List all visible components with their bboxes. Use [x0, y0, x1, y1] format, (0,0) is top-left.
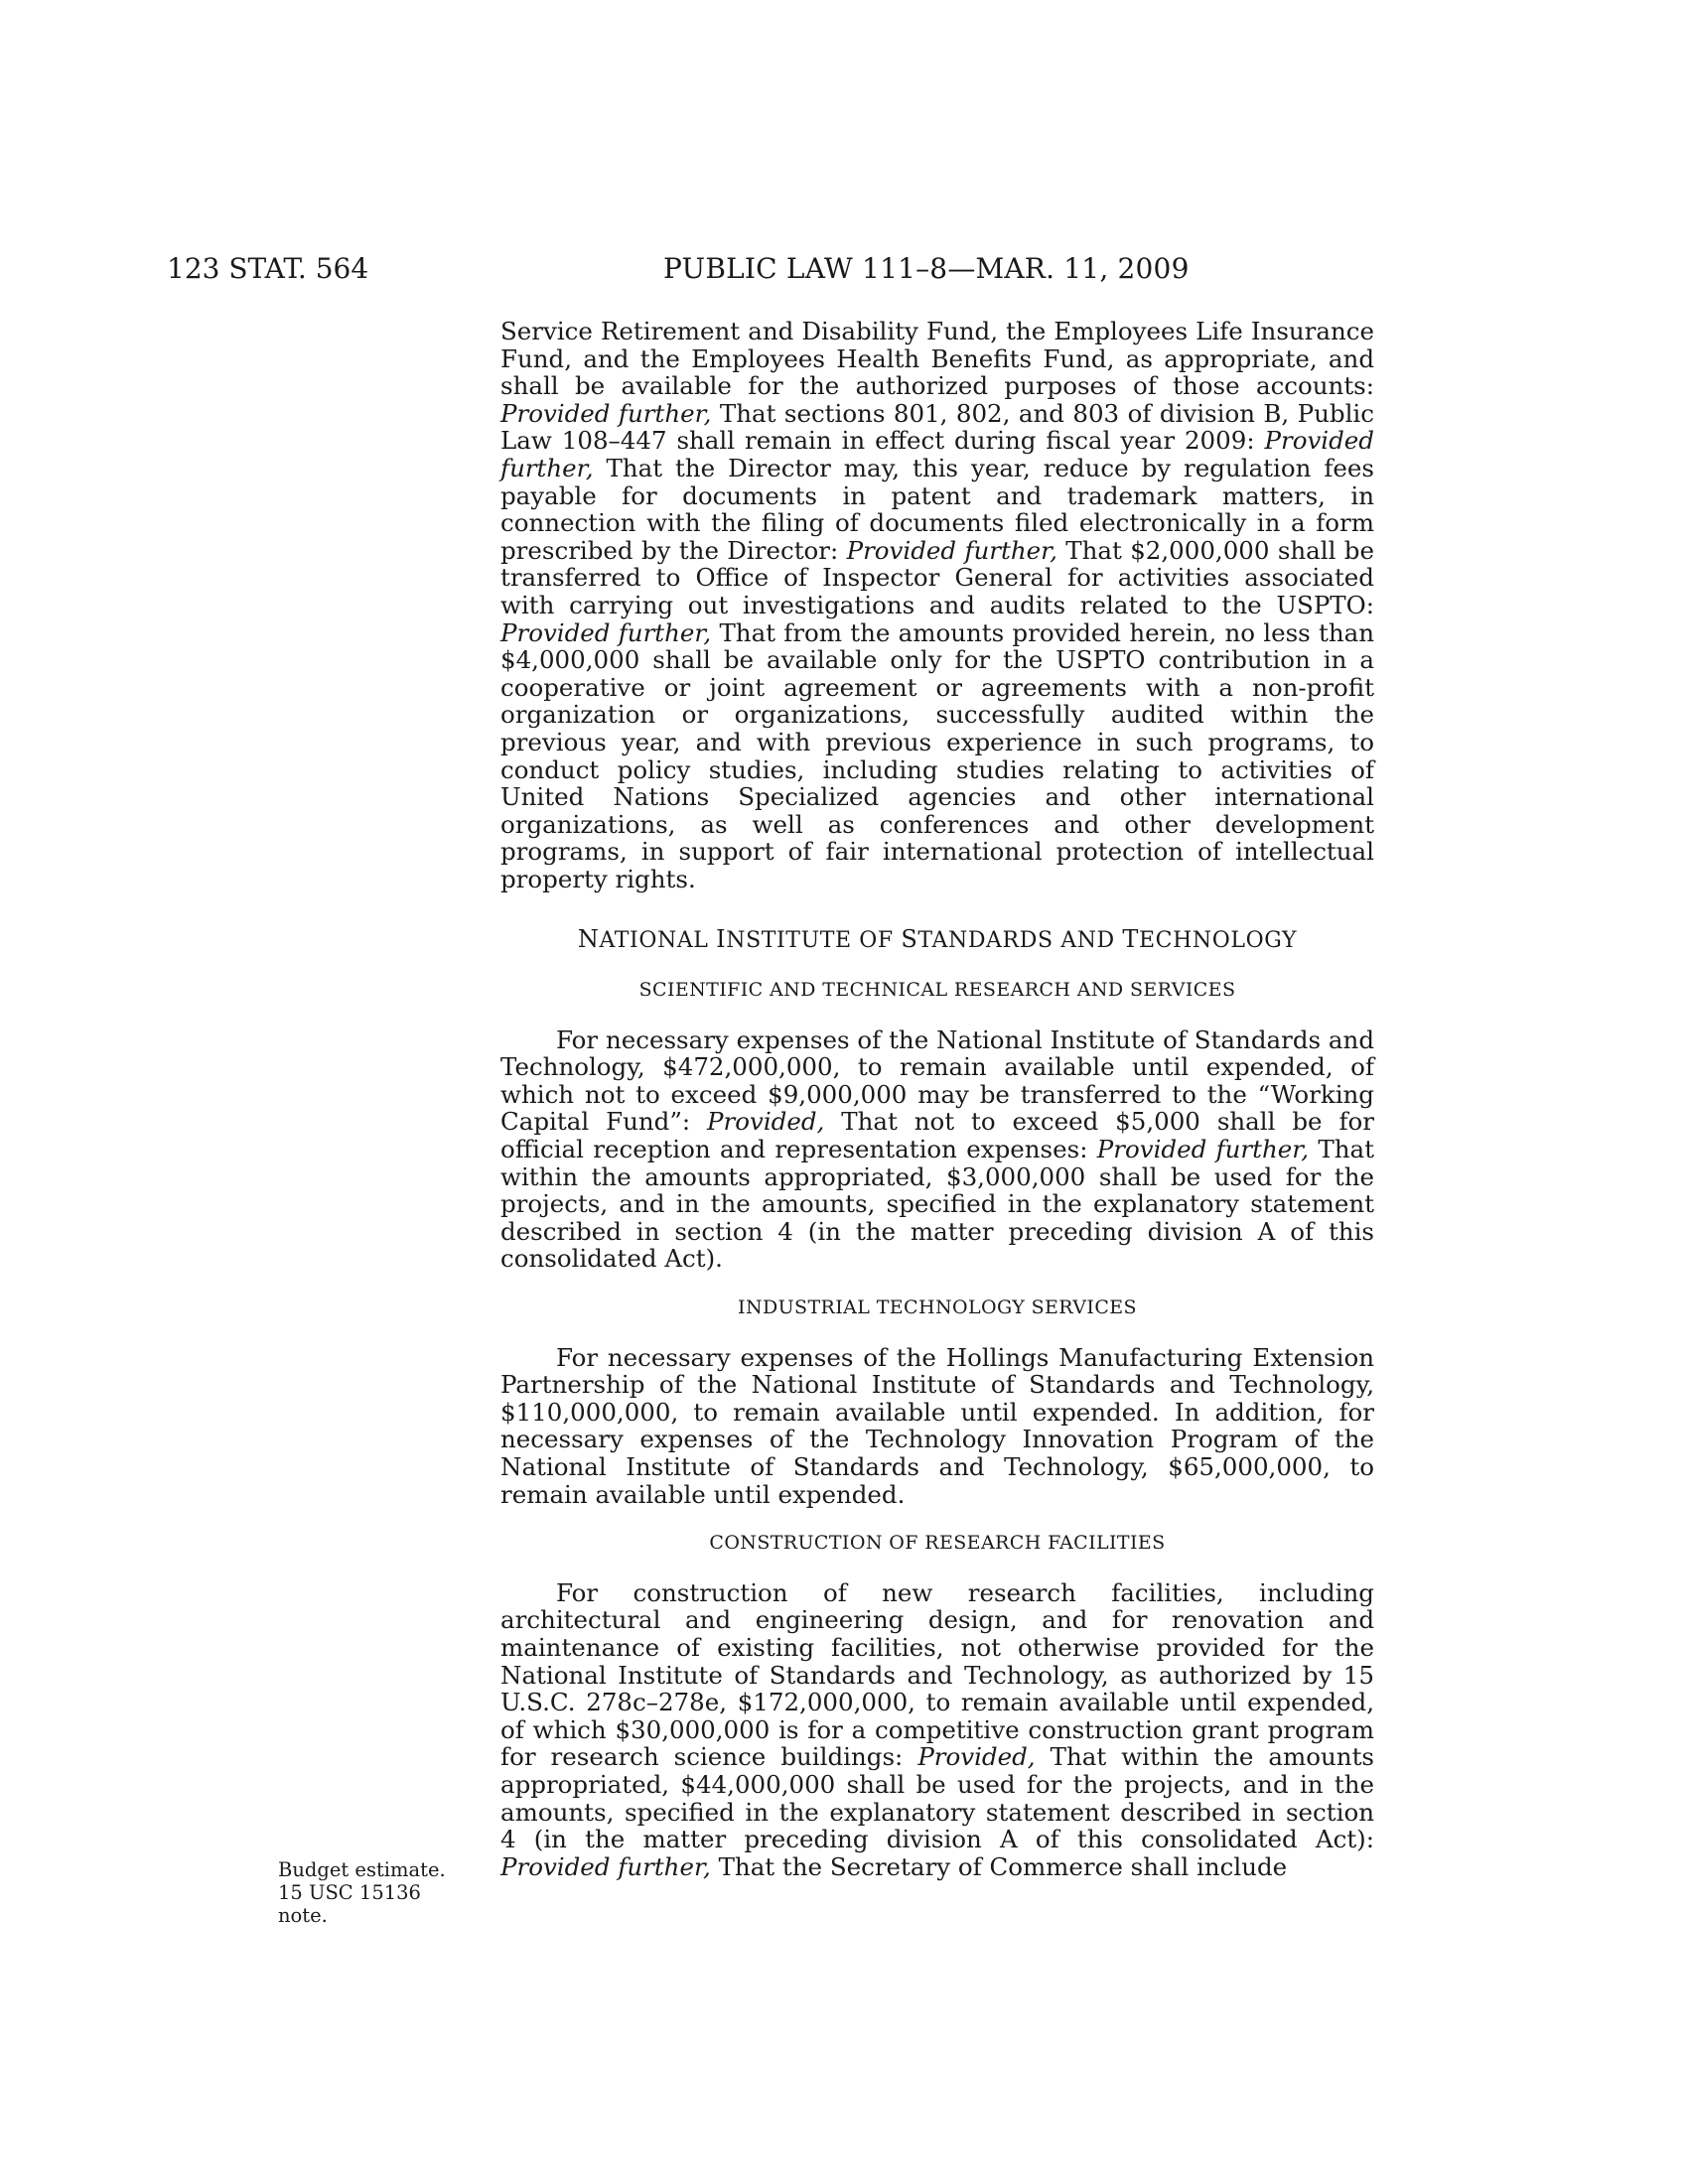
heading-cap: S: [901, 925, 918, 954]
heading-rest: ECHNOLOGY: [1139, 928, 1298, 954]
italic-proviso: Provided further,: [500, 426, 1374, 482]
heading-cap: I: [716, 925, 727, 954]
text-run: That sections 801, 802, and 803 of division B, Public Law 108–447 shall remain in effect during fiscal year 2009:: [500, 398, 1374, 456]
italic-proviso: Provided,: [917, 1742, 1036, 1772]
heading-word: AND: [1060, 928, 1115, 954]
sidenote-line: 15 USC 15136: [278, 1881, 421, 1904]
heading-cap: N: [577, 925, 600, 954]
scientific-research-heading: SCIENTIFIC AND TECHNICAL RESEARCH AND SERVICES: [638, 979, 1236, 1002]
page-header: [0, 252, 1688, 292]
text-run: That within the amounts appropriated, $44,000,000 shall be used for the projects, and in the amounts, specified in the explanatory statement described in section 4 (in the matter preceding division A of this consolidated Act):: [500, 1742, 1374, 1854]
industrial-technology-heading: INDUSTRIAL TECHNOLOGY SERVICES: [738, 1297, 1137, 1318]
text-run: Service Retirement and Disability Fund, the Employees Life Insurance Fund, and the Employees Health Benefits Fund, as appropriate, and shall be available for the authorized purposes of those accounts:: [500, 317, 1374, 401]
italic-proviso: Provided further,: [1096, 1135, 1310, 1164]
uspto-continuation-paragraph: [500, 318, 1374, 892]
sidenote-line: Budget estimate.: [278, 1858, 446, 1881]
text-run: That the Director may, this year, reduce by regulation fees payable for documents in patent and trademark matters, in connection with the filing of documents filed electronically in a form prescribed by the Director:: [500, 453, 1374, 565]
heading-rest: NSTITUTE: [726, 928, 852, 954]
heading-rest: ATIONAL: [599, 928, 709, 954]
industrial-technology-paragraph: For necessary expenses of the Hollings Manufacturing Extension Partnership of the National Institute of Standards and Technology, $110,000,000, to remain available until expended. In addition, for necessary expenses of the Technology Innovation Program of the National Institute of Standards and Technology, $65,000,000, to remain available until expended.: [500, 1342, 1374, 1509]
scientific-research-paragraph: [500, 1026, 1374, 1273]
public-law-reference: PUBLIC LAW 111–8—MAR. 11, 2009: [663, 252, 1190, 285]
italic-proviso: Provided further,: [846, 535, 1057, 565]
heading-word: OF: [859, 928, 894, 954]
construction-facilities-heading: CONSTRUCTION OF RESEARCH FACILITIES: [709, 1532, 1166, 1555]
heading-cap: T: [1122, 925, 1139, 954]
text-run: That from the amounts provided herein, no less than $4,000,000 shall be available only for the USPTO contribution in a cooperative or joint agreement or agreements with a non-profit organization or organizations, successfully audited within the previous year, and with previous experience in such programs, to conduct policy studies, including studies relating to activities of United Nations Specialized agencies and other international organizations, as well as conferences and other development programs, in support of fair international protection of intellectual property rights.: [500, 617, 1374, 893]
text-run: That not to exceed $5,000 shall be for official reception and representation expenses:: [500, 1107, 1374, 1164]
main-text-column: [500, 318, 1374, 1880]
sidenote-line: note.: [278, 1904, 328, 1927]
text-run: For necessary expenses of the National Institute of Standards and Technology, $472,000,000, to remain available until expended, of which not to exceed $9,000,000 may be transferred to the “Working Capital Fund”:: [500, 1024, 1374, 1137]
text-run: That within the amounts appropriated, $3,000,000 shall be used for the projects, and in the amounts, specified in the explanatory statement described in section 4 (in the matter preceding division A of this consolidated Act).: [500, 1135, 1374, 1274]
nist-agency-heading: [500, 926, 1374, 955]
italic-proviso: Provided further,: [500, 1851, 711, 1881]
italic-proviso: Provided,: [707, 1107, 825, 1137]
heading-rest: TANDARDS: [917, 928, 1054, 954]
construction-facilities-paragraph: [500, 1579, 1374, 1881]
text-run: That $2,000,000 shall be transferred to Office of Inspector General for activities associated with carrying out investigations and audits related to the USPTO:: [500, 535, 1374, 619]
text-run: For construction of new research facilities, including architectural and engineering design, and for renovation and maintenance of existing facilities, not otherwise provided for the National Institute of Standards and Technology, as authorized by 15 U.S.C. 278c–278e, $172,000,000, to remain available until expended, of which $30,000,000 is for a competitive construction grant program for research science buildings:: [500, 1577, 1374, 1772]
margin-sidenote: [278, 1858, 477, 1927]
italic-proviso: Provided further,: [500, 398, 712, 428]
italic-proviso: Provided further,: [500, 617, 712, 647]
text-run: That the Secretary of Commerce shall include: [710, 1851, 1288, 1881]
statute-page-reference: 123 STAT. 564: [167, 252, 369, 285]
